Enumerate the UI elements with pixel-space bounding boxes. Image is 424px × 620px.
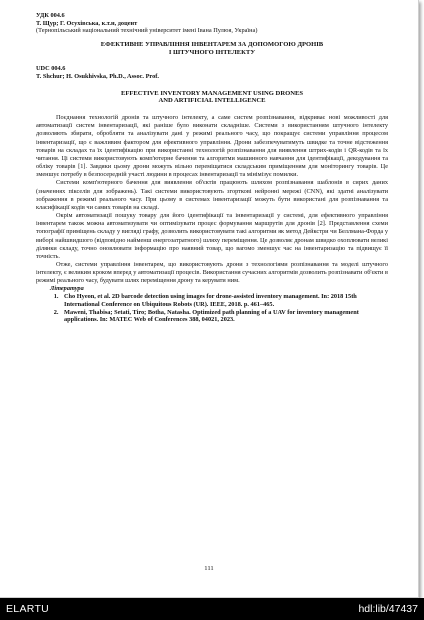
paragraph-3: Окрім автоматизації пошуку товару для його ідентифікації та інвентаризації у системі, для ефективного управління інвентарем також можна автоматизувати чи оптимізувати процес формування маршрутів для дронів [2]. Представлення схеми топографії приміщень складу у вигляді графу, дозволить використовувати такі алгоритми як метод Дейкстри чи Беллмана-Форда у виборі найшвидшого (відповідно найменш енергозатратного) шляху переміщення. Це дозволяє дронам швидко охоплювати великі ділянки складу, точно оновлювати інформацію про наявний товар, що вагомо зменшує час на інвентаризацію та підвищує її точність. [36,212,388,260]
references-heading: Література [50,285,84,293]
page-number: 111 [204,565,214,572]
handle-id: hdl:lib/47437 [358,603,418,615]
reference-item: 1. Cho Hyeon, et al. 2D barcode detection using images for drone-assisted inventory management. In: 2018 15th International Conference on Ubiquitous Robots (UR). IEEE, 2018. p. 461–465. [60,293,388,308]
reference-item: 2. Maweni, Thabisa; Setati, Tiro; Botha, Natasha. Optimized path planning of a UAV for inventory management applications. In: MATEC Web of Conferences 388, 04021, 2023. [60,309,388,324]
footer-bar [0,598,424,620]
udc-en: UDC 004.6 [36,65,66,73]
references-list [36,293,388,323]
title-ua-line1: ЕФЕКТИВНЕ УПРАВЛІННЯ ІНВЕНТАРЕМ ЗА ДОПОМОГОЮ ДРОНІВ [100,40,324,48]
affiliation-ua: (Тернопільський національний технічний університет імені Івана Пулюя, Україна) [36,27,258,35]
title-en-line1: EFFECTIVE INVENTORY MANAGEMENT USING DRONES [120,89,304,97]
page-content [36,12,388,324]
title-ua-line2: І ШТУЧНОГО ІНТЕЛЕКТУ [168,48,256,56]
paragraph-2: Системи комп'ютерного бачення для виявлення об'єктів працюють шляхом розпізнавання шаблонів в сирих даних (значеннях пікселів для зображень). Такі системи використовують згорткові нейронні мережі (CNN), які здатні аналізувати зображення в режимі реального часу. При цьому в системах інвентаризації можуть бути використані для розпізнавання та класифікації кодів чи самих товарів на складі. [36,179,388,211]
paragraph-4: Отже, системи управління інвентарем, що використовують дрони з технологіями розпізнавання та моделі штучного інтелекту, є великим кроком вперед у автоматизації процесів. Використання сучасних алгоритмів дозволить розпізнавати об'єкти в режимі реального часу, будувати шлях переміщення дрону та керувати ним. [36,260,388,285]
repository-name: ELARTU [6,603,50,615]
authors-ua: Т. Щур; Г. Осухівська, к.т.н, доцент [36,19,138,27]
authors-en: T. Shchur; H. Osukhivska, Ph.D., Assoc. Prof. [36,72,159,80]
title-en-line2: AND ARTIFICIAL INTELLIGENCE [158,97,266,105]
udc-ua: УДК 004.6 [36,12,65,19]
paragraph-1: Поєднання технологій дронів та штучного інтелекту, а саме систем розпізнавання, відкриває нові можливості для автоматизації систем інвентаризації, які раніше було виконати складніше. Системи з використанням штучного інтелекту дозволяють збирати, обробляти та аналізувати дані у режимі реального часу, що покращує системи управління процесом інвентаризації, що є важливим фактором для ефективного управління. Дрони забезпечуватимуть швидке та точне відстеження товарів на складах та їх ідентифікацію при використанні технологій розпізнавання для виявлення штрих-кодів і QR-кодів та їх читання. Ці системи використовують комп'ютерне бачення та алгоритми машинного навчання для ідентифікації, декодування та обліку товарів [1]. Завдяки цьому дрони можуть вільно переміщатися складським приміщенням для моніторингу товарів. Це зменшує потребу в безпосередній участі людини в процесах інвентаризації та мінімізує помилки. [36,114,388,179]
